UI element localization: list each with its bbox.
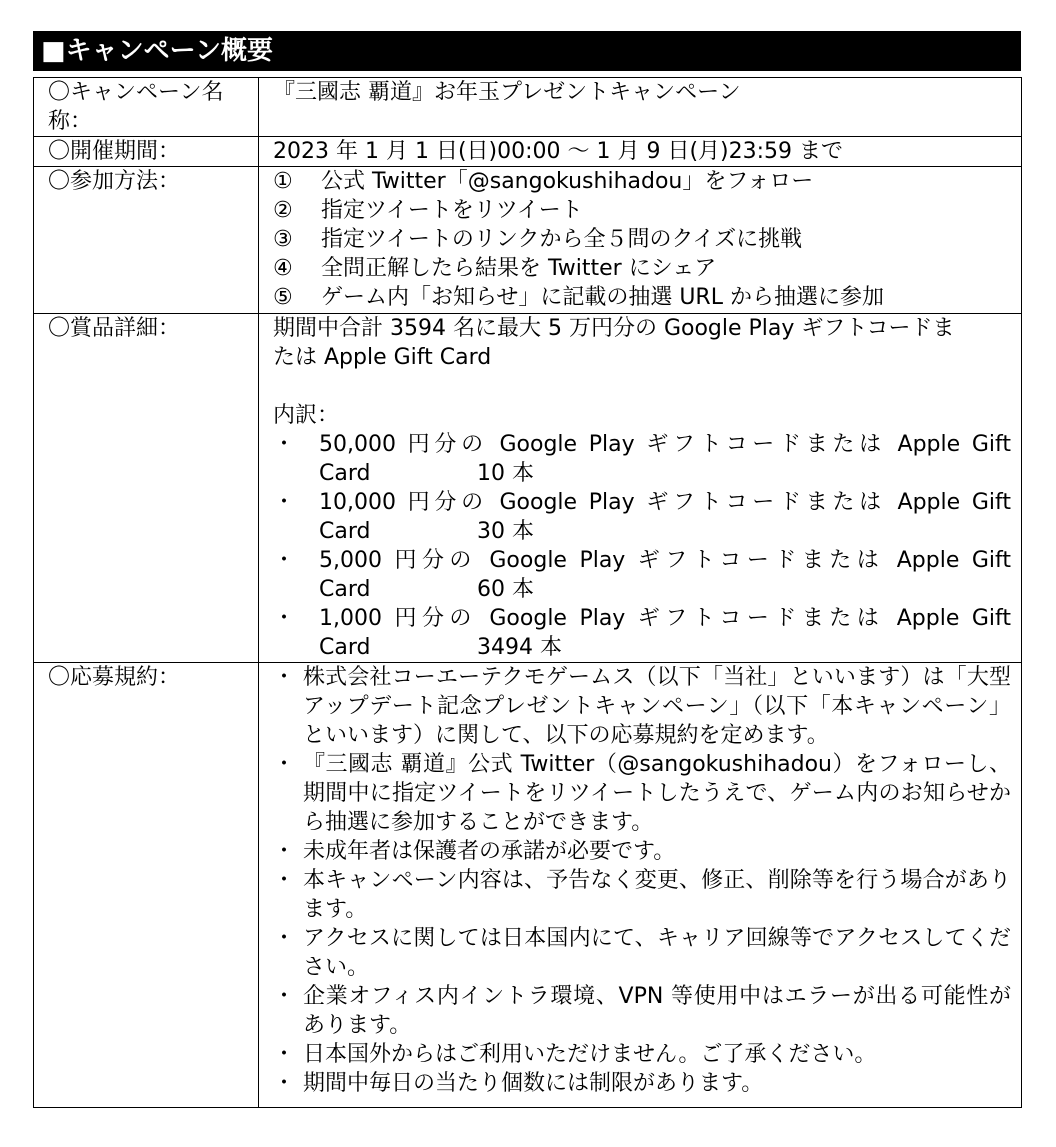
value-prize [259,314,1022,663]
bullet: ・ [273,432,296,457]
row-method [34,167,1022,314]
list-item [273,1040,1011,1069]
rule-text: 株式会社コーエーテクモゲームス（以下「当社」といいます）は「大型アップデート記念プレゼントキャンペーン」（以下「本キャンペーン」といいます）に関して、以下の応募規約を定めます。 [303,665,1011,748]
list-item [273,866,1011,924]
list-item [273,982,1011,1040]
value-campaign-name: 『三國志 覇道』お年玉プレゼントキャンペーン [259,78,1022,137]
row-campaign-name [34,78,1022,137]
label-method: 〇参加方法： [34,167,259,314]
section-title: ■キャンペーン概要 [33,31,1021,71]
breakdown-label: 内訳： [273,403,340,428]
list-item [273,546,1011,604]
list-item [273,167,1011,196]
value-period: 2023 年 1 月 1 日(日)00:00 〜 1 月 9 日(月)23:59 まで [259,137,1022,167]
bullet: ・ [273,490,296,515]
prize-line: 10,000 円分の Google Play ギフトコードまたは Apple Gift [319,490,1011,515]
step-marker: ② [273,198,293,223]
rule-text: 期間中毎日の当たり個数には制限があります。 [303,1071,764,1096]
row-prize [34,314,1022,663]
prize-count: 10 本 [477,461,534,486]
bullet: ・ [273,665,296,690]
bullet: ・ [273,926,296,951]
prize-card: Card [319,577,371,602]
step-text: 指定ツイートをリツイート [321,198,583,223]
list-item [273,663,1011,750]
step-marker: ③ [273,227,293,252]
bullet: ・ [273,548,296,573]
prize-card: Card [319,461,371,486]
prize-card: Card [319,635,371,660]
list-item [273,225,1011,254]
step-text: 公式 Twitter「@sangokushihadou」をフォロー [321,169,814,194]
prize-count: 60 本 [477,577,534,602]
list-item [273,488,1011,546]
step-text: 全問正解したら結果を Twitter にシェア [321,256,717,281]
rule-text: 『三國志 覇道』公式 Twitter（@sangokushihadou）をフォローし、期間中に指定ツイートをリツイートしたうえで、ゲーム内のお知らせから抽選に参加することができます。 [303,752,1011,835]
step-text: 指定ツイートのリンクから全５問のクイズに挑戦 [321,227,803,252]
rule-text: 本キャンペーン内容は、予告なく変更、修正、削除等を行う場合があります。 [303,868,1011,922]
prize-card: Card [319,519,371,544]
bullet: ・ [273,1042,296,1067]
prize-count: 30 本 [477,519,534,544]
prize-intro-line: たは Apple Gift Card [273,345,492,370]
prize-line: 1,000 円分の Google Play ギフトコードまたは Apple Gift [319,606,1011,631]
prize-intro-line: 期間中合計 3594 名に最大 5 万円分の Google Play ギフトコードま [273,316,955,341]
prize-line: 5,000 円分の Google Play ギフトコードまたは Apple Gift [319,548,1011,573]
prize-line: 50,000 円分の Google Play ギフトコードまたは Apple Gift [319,432,1011,457]
bullet: ・ [273,606,296,631]
value-method [259,167,1022,314]
bullet: ・ [273,984,296,1009]
step-marker: ④ [273,256,293,281]
campaign-summary-table [33,77,1022,1108]
bullet: ・ [273,839,296,864]
step-marker: ⑤ [273,285,293,310]
label-prize: 〇賞品詳細： [34,314,259,663]
list-item [273,924,1011,982]
bullet: ・ [273,752,296,777]
rule-text: 企業オフィス内イントラ環境、VPN 等使用中はエラーが出る可能性があります。 [303,984,1011,1038]
label-campaign-name: 〇キャンペーン名称： [34,78,259,137]
row-rules [34,663,1022,1108]
list-item [273,1069,1011,1098]
step-text: ゲーム内「お知らせ」に記載の抽選 URL から抽選に参加 [321,285,884,310]
step-marker: ① [273,169,293,194]
value-rules [259,663,1022,1108]
rule-text: アクセスに関しては日本国内にて、キャリア回線等でアクセスしてください。 [303,926,1011,980]
bullet: ・ [273,868,296,893]
bullet: ・ [273,1071,296,1096]
list-item [273,837,1011,866]
rule-text: 未成年者は保護者の承諾が必要です。 [303,839,676,864]
list-item [273,196,1011,225]
list-item [273,283,1011,312]
row-period [34,137,1022,167]
list-item [273,604,1011,662]
label-period: 〇開催期間： [34,137,259,167]
label-rules: 〇応募規約： [34,663,259,1108]
rule-text: 日本国外からはご利用いただけません。ご了承ください。 [303,1042,877,1067]
prize-count: 3494 本 [477,635,562,660]
list-item [273,254,1011,283]
list-item [273,750,1011,837]
list-item [273,430,1011,488]
